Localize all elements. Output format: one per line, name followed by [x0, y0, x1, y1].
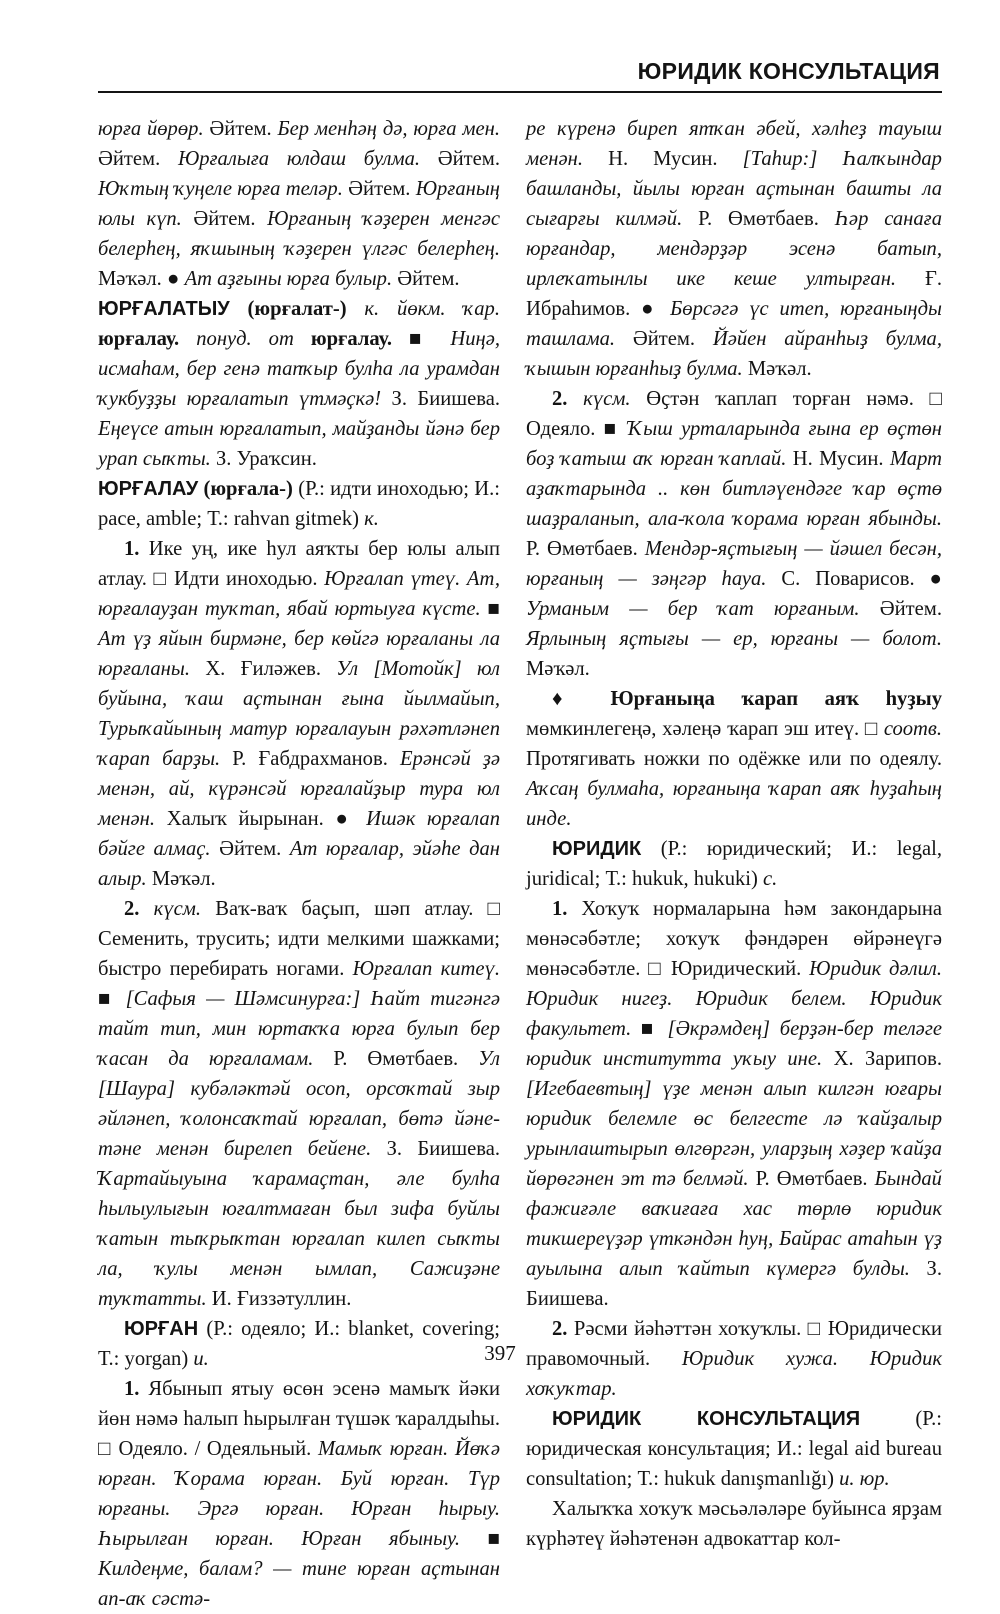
italic-run: Ерәнсәй ҙә менән, ай, күрәнсәй юрғалайҙыр тура юл менән. — [98, 748, 501, 830]
italic-run: [Игебаевтың] үҙе менән алып килгән юғары юридик белемле өс белгесте лә ҡайҙалыр урынлаштырып өлгөргән, уларҙың хәҙер ҡайҙа йөрөгәнен эт тә белмәй. — [526, 1078, 942, 1190]
italic-run: Ҡыш урталарында ғына ер өҫтөн боҙ ҡатыш аҡ юрған ҡаплай. — [526, 418, 942, 470]
italic-run: Мендәр-яҫтығың — йәшел бесән, юрғаның — зәңгәр һауа. — [526, 538, 943, 590]
dictionary-paragraph — [526, 684, 942, 834]
text-run: И. Ғиззәтуллин. — [206, 1288, 352, 1310]
text-run: Ғ. Ибраһимов. ● — [526, 268, 943, 320]
text-run: Әйтем. — [203, 118, 278, 140]
text-run: (Р.: идти иноходью; И.: pace, amble; Т.: rahvan gitmek) — [98, 478, 500, 530]
italic-run: с. — [763, 868, 778, 890]
text-run: З. Биишева. — [526, 1258, 942, 1310]
dictionary-paragraph — [526, 894, 942, 1314]
dictionary-paragraph — [526, 384, 942, 684]
text-run: Мәҡәл. — [526, 658, 590, 680]
text-run: Хоҡуҡ нормаларына һәм закондарына мөнәсәбәтле; хоҡуҡ фәндәрен өйрәнеүгә мөнәсәбәтле. □ Юридический. — [526, 898, 942, 980]
italic-run: к. йөкм. ҡар. — [364, 298, 500, 320]
text-run: Әйтем. — [342, 178, 416, 200]
italic-run: ре күренә биреп ятҡан әбей, хәлһеҙ тауыш менән. — [526, 118, 942, 170]
text-run: Р. Өмөтбаев. — [748, 1168, 875, 1190]
italic-run: [Таһир:] Һалҡындар башланды, йылы юрған аҫтынан башты ла сығарғы килмәй. — [526, 148, 942, 230]
bold-run: 2. — [552, 388, 568, 410]
bold-run: (юрғала-) — [198, 478, 293, 500]
headword: ЮРҒАЛАУ — [98, 478, 199, 500]
dictionary-paragraph — [526, 1404, 942, 1494]
bold-run: 1. — [124, 1378, 140, 1400]
italic-run: [Сафыя — Шәмсинурға:] Һайт тигәнгә тайт тип, мин юртаҡҡа юрға булып бер ҡасан да юрғаламам. — [98, 988, 500, 1070]
text-run — [567, 388, 583, 410]
italic-run: Бындай фажиғәле ваҡиғаға хас төрлө юридик тикшереүҙәр үткәндән һуң, Байрас атаһын үҙ ауылына алып ҡайтып күмергә булды. — [526, 1168, 942, 1280]
dictionary-paragraph — [98, 894, 500, 1314]
italic-run: и. юр. — [839, 1468, 890, 1490]
text-run: мөмкинлегеңә, хәлеңә ҡарап эш итеү. □ — [526, 718, 884, 740]
text-run: Н. Мусин. — [583, 148, 743, 170]
text-run: Х. Зарипов. — [822, 1048, 942, 1070]
text-run: ■ — [460, 1528, 501, 1550]
italic-run: Аҡсаң булмаһа, юрғаныңа ҡарап аяҡ һуҙаһың инде. — [526, 778, 942, 830]
running-head: ЮРИДИК КОНСУЛЬТАЦИЯ — [637, 58, 940, 84]
text-run: Әйтем. — [181, 208, 268, 230]
text-run: Протягивать ножки по одёжке или по одеялу. — [526, 748, 942, 770]
text-run: (Р.: одеяло; И.: blanket, covering; Т.: yorgan) — [98, 1318, 500, 1370]
dictionary-paragraph — [98, 534, 500, 894]
italic-run: Ниңә, исмаһам, бер генә тапҡыр булһа ла урамдан ҡукбуҙҙы юрғалатып үтмәҫкә! — [98, 328, 501, 410]
text-run: (Р.: юридический; И.: legal, juridical; Т.: hukuk, hukuki) — [526, 838, 942, 890]
italic-run: Юрғаның ҡәҙерен менгәс белерһең, яҡшының ҡәҙерен үлгәс белерһең. — [98, 208, 500, 260]
text-run: Әйтем. — [615, 328, 713, 350]
text-run: ■ — [480, 598, 500, 620]
text-run: Әйтем. — [210, 838, 290, 860]
text-run: Х. Ғиләжев. — [190, 658, 337, 680]
bold-run: юрғалау. — [98, 328, 180, 350]
italic-run: Ул [Мотойк] юл буйына, ҡаш аҫтынан ғына йылмайып, Турыҡайының матур юрғалауын рәхәтләнеп ҡарап барҙы. — [98, 658, 500, 770]
text-run — [139, 898, 153, 920]
headword: ЮРИДИК — [552, 838, 642, 860]
italic-run: юрға йөрөр. — [98, 118, 204, 140]
text-run: Әйтем. — [420, 148, 500, 170]
text-run: Ике уң, ике һул аяҡты бер юлы алып атлау. □ Идти иноходью. — [98, 538, 500, 590]
dictionary-paragraph — [526, 114, 942, 384]
text-run: Р. Ғабдрахманов. — [220, 748, 400, 770]
bold-run: 1. — [124, 538, 140, 560]
text-run: Р. Өмөтбаев. — [682, 208, 835, 230]
text-run: Мәҡәл. — [742, 358, 812, 380]
page-number: 397 — [484, 1341, 516, 1365]
dictionary-paragraph — [98, 474, 500, 534]
text-run: Р. Өмөтбаев. — [313, 1048, 479, 1070]
italic-run: Юридик хужа. Юридик хоҡуҡтар. — [526, 1348, 942, 1400]
italic-run: Юрғалыға юлдаш булма. — [177, 148, 421, 170]
italic-run: Еңеүсе атын юрғалатып, майҙанды йәнә бер урап сыҡты. — [98, 418, 500, 470]
text-run: Өҫтән ҡаплап торған нәмә. □ Одеяло. ■ — [526, 388, 942, 440]
text-run: (Р.: юридическая консультация; И.: legal aid bureau consultation; Т.: hukuk danışmanlığı) — [526, 1408, 942, 1490]
italic-run: Юрғаның юлы күп. — [98, 178, 500, 230]
bold-run: 2. — [552, 1318, 568, 1340]
italic-run: Ярлының яҫтығы — ер, юрғаны — болот. — [526, 628, 942, 650]
text-run: ♦ — [552, 688, 611, 710]
dictionary-paragraph — [98, 294, 500, 474]
dictionary-paragraph — [526, 834, 942, 894]
dictionary-paragraph — [98, 1374, 500, 1614]
italic-run: Юрғалап үтеү. Ат, юрғалауҙан туҡтап, ябай юртыуға күсте. — [98, 568, 500, 620]
text-run: С. Поварисов. ● — [766, 568, 942, 590]
text-run: Әйтем. — [859, 598, 942, 620]
text-run: З. Биишева. — [371, 1138, 501, 1160]
text-run: Әйтем. — [98, 148, 178, 170]
italic-run: Юридик дәлил. Юридик нигеҙ. Юридик белем. Юридик факультет. — [526, 958, 943, 1040]
text-run: ■ — [392, 328, 451, 350]
bold-run: Юрғаныңа ҡарап аяҡ һуҙыу — [610, 688, 942, 710]
italic-run: Ул [Шаура] кубәләктәй осоп, орсоҡтай зыр әйләнеп, ҡолонсаҡтай юрғалап, бөтә йәне-тәне менән бирелеп бейене. — [98, 1048, 500, 1160]
italic-run: понуд. от — [196, 328, 294, 350]
text-run — [294, 328, 311, 350]
text-run: Халыҡ йырынан. ● — [155, 808, 367, 830]
italic-run: Ишәк юрғалап бәйге алмаҫ. — [98, 808, 500, 860]
bold-run: 2. — [124, 898, 140, 920]
italic-run: к. — [364, 508, 379, 530]
italic-run: Ат үҙ яйын бирмәне, бер көйгә юрғаланы ла юрғаланы. — [98, 628, 500, 680]
italic-run: Бөрсәгә үс итеп, юрғаныңды ташлама. — [526, 298, 942, 350]
italic-run: [Әкрәмдең] берҙән-бер теләге юридик институтта уҡыу ине. — [526, 1018, 942, 1070]
italic-run: Юрғалап китеү. — [352, 958, 500, 980]
text-run: З. Биишева. — [381, 388, 500, 410]
left-column — [98, 114, 500, 1614]
text-run: Р. Өмөтбаев. — [526, 538, 645, 560]
italic-run: Йәйен айранһыҙ булма, ҡышын юрғанһыҙ булма. — [526, 328, 942, 380]
italic-run: Ат юрғалар, эйәһе дан алыр. — [98, 838, 501, 890]
bold-run: юрғалау. — [310, 328, 393, 350]
italic-run: Мамыҡ юрған. Йөҡә юрған. Ҡорама юрған. Буй юрған. Түр юрғаны. Эргә юрған. Юрған һырыу. Һырылған юрған. Юрған ябыныу. — [98, 1438, 500, 1550]
text-run: Ябынып ятыу өсөн эсенә мамыҡ йәки йөн нәмә һалып һырылған түшәк ҡаралдыһы. □ Одеяло. / Одеяльный. — [98, 1378, 500, 1460]
italic-run: Март аҙаҡтарында .. көн битләүендәге ҡар өҫтө шаҙраланып, ала-ҡола ҡорама юрған ябынды. — [526, 448, 942, 530]
text-run: Н. Мусин. — [786, 448, 890, 470]
text-run: ■ — [98, 988, 126, 1010]
italic-run: Ҡартайыуына ҡарамаҫтан, әле булһа һылыулығын юғалтмаған был зифа буйлы ҡатын тыҡрыҡтан юрғалап килеп сыҡты ла, ҡулы менән ымлап, Сажиҙәне туҡтатты. — [98, 1168, 500, 1310]
dictionary-paragraph — [526, 1494, 942, 1554]
header-rule — [98, 91, 942, 93]
italic-run: күсм. — [583, 388, 631, 410]
italic-run: күсм. — [153, 898, 202, 920]
text-run: Халыҡҡа хоҡуҡ мәсьәләләре буйынса ярҙам күрһәтеү йәһәтенән адвокаттар кол- — [526, 1498, 942, 1550]
italic-run: Бер менһәң дә, юрға мен. — [277, 118, 500, 140]
italic-run: Ат аҙғыны юрға булыр. — [184, 268, 393, 290]
italic-run: Һәр санаға юрғандар, мендәрҙәр эсенә батып, ирлеҡатынлы ике кеше ултырған. — [526, 208, 942, 290]
text-run: Мәҡәл. ● — [98, 268, 185, 290]
text-run: Әйтем. — [392, 268, 460, 290]
text-run: Рәсми йәһәттән хоҡуҡлы. □ Юридически правомочный. — [526, 1318, 942, 1370]
headword: ЮРҒАЛАТЫУ — [98, 298, 230, 320]
dictionary-paragraph — [98, 114, 500, 294]
text-run — [179, 328, 196, 350]
italic-run: и. — [193, 1348, 209, 1370]
bold-run: 1. — [552, 898, 568, 920]
italic-run: соотв. — [883, 718, 942, 740]
italic-run: Юҡтың ҡуңеле юрға теләр. — [98, 178, 343, 200]
italic-run: Килдеңме, балам? — тине юрған аҫтынан ап-аҡ сәстә- — [98, 1558, 500, 1610]
text-run: Мәҡәл. — [146, 868, 216, 890]
headword: ЮРИДИК КОНСУЛЬТАЦИЯ — [552, 1408, 861, 1430]
text-run: З. Ураҡсин. — [210, 448, 317, 470]
italic-run: Урманым — бер ҡат юрғаным. — [526, 598, 860, 620]
text-run: ■ — [631, 1018, 668, 1040]
text-run: Ваҡ-ваҡ баҫып, шәп атлау. □ Семенить, трусить; идти мелкими шажками; быстро перебирать ногами. — [98, 898, 500, 980]
bold-run: (юрғалат-) — [229, 298, 365, 320]
headword: ЮРҒАН — [124, 1318, 199, 1340]
